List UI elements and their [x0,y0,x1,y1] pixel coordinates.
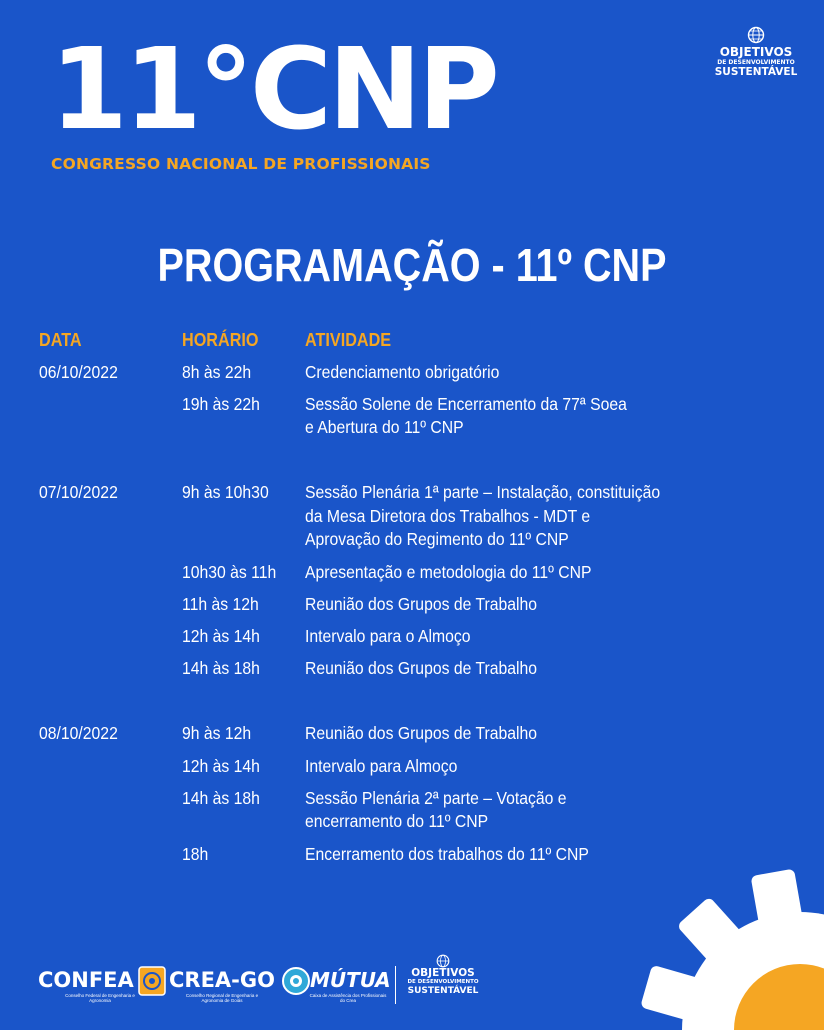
day-date: 06/10/2022 [39,362,118,382]
event-activity: Sessão Plenária 2ª parte – Votação e [305,788,567,808]
day-date: 08/10/2022 [39,723,118,743]
ods-logo-bottom [402,954,484,996]
event-activity: Sessão Solene de Encerramento da 77ª Soea [305,394,627,414]
event-time: 11h às 12h [182,594,259,614]
event-time: 9h às 12h [182,723,252,743]
event-activity: Intervalo para o Almoço [305,626,471,646]
confea-logo-subtitle: Conselho Federal de Engenharia e Agronomia [65,993,135,1003]
event-time: 12h às 14h [182,626,260,646]
page-title: PROGRAMAÇÃO - 11º CNP [157,239,667,291]
mutua-logo: MÚTUA [310,968,391,992]
event-activity: Sessão Plenária 1ª parte – Instalação, constituição [305,482,661,502]
mutua-emblem-icon [281,966,311,996]
event-activity: Encerramento dos trabalhos do 11º CNP [305,844,589,864]
cnp-logo-subtitle: CONGRESSO NACIONAL DE PROFISSIONAIS [51,155,431,173]
event-activity: e Abertura do 11º CNP [305,417,464,437]
event-activity: da Mesa Diretora dos Trabalhos - MDT e [305,506,591,526]
mutua-logo-subtitle: Caixa de Assistência dos Profissionais do Crea [309,993,387,1003]
event-time: 8h às 22h [182,362,252,382]
event-activity: Aprovação do Regimento do 11º CNP [305,529,569,549]
event-time: 18h [182,844,209,864]
un-globe-icon [436,954,450,968]
event-time: 14h às 18h [182,788,260,808]
column-header-activity: ATIVIDADE [305,330,392,350]
ods-line1: OBJETIVOS [411,967,475,979]
shield-icon [138,966,166,996]
event-time: 19h às 22h [182,394,260,414]
event-activity: Reunião dos Grupos de Trabalho [305,594,538,614]
day-date: 07/10/2022 [39,482,118,502]
event-time: 12h às 14h [182,756,260,776]
ods-line1: OBJETIVOS [719,45,793,59]
event-activity: Intervalo para Almoço [305,756,458,776]
event-activity: encerramento do 11º CNP [305,811,489,831]
gear-icon [620,860,824,1030]
event-activity: Reunião dos Grupos de Trabalho [305,723,538,743]
footer-divider [395,966,396,1004]
un-globe-icon [747,26,765,44]
event-time: 10h30 às 11h [182,562,277,582]
crea-go-logo-subtitle: Conselho Regional de Engenharia e Agronomia de Goiás [185,993,259,1003]
event-time: 14h às 18h [182,658,260,678]
column-header-date: DATA [39,330,82,350]
column-header-time: HORÁRIO [182,330,259,350]
ods-line3: SUSTENTÁVEL [407,986,479,996]
ods-line2: DE DESENVOLVIMENTO [407,979,479,985]
cnp-logo: 11°CNP [50,25,496,155]
event-activity: Credenciamento obrigatório [305,362,500,382]
event-activity: Apresentação e metodologia do 11º CNP [305,562,592,582]
ods-line3: SUSTENTÁVEL [714,66,798,78]
confea-logo: CONFEA [38,968,134,992]
event-time: 9h às 10h30 [182,482,269,502]
event-activity: Reunião dos Grupos de Trabalho [305,658,538,678]
crea-go-logo: CREA-GO [169,968,275,992]
ods-line2: DE DESENVOLVIMENTO [717,59,795,66]
ods-logo-top [710,26,802,78]
